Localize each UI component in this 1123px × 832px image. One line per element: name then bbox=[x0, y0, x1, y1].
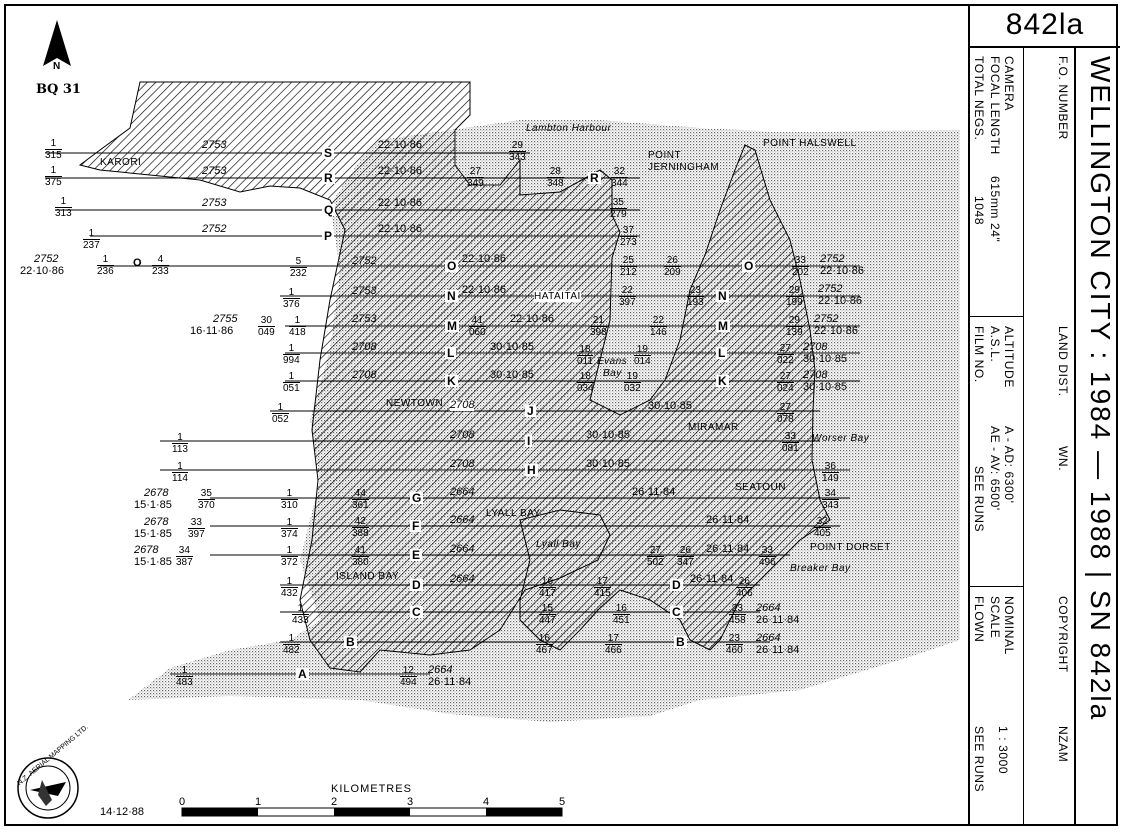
run-date: 26·11·84 bbox=[706, 514, 750, 526]
right-note-date: 22·10·86 bbox=[814, 325, 859, 337]
right-note-date: 30·10·85 bbox=[803, 381, 848, 393]
run-date: 30·10·85 bbox=[586, 458, 631, 470]
place-lambton-harbour: Lambton Harbour bbox=[526, 123, 612, 134]
photo-reference: BQ 31 bbox=[36, 82, 81, 97]
place-point-dorset: POINT DORSET bbox=[810, 542, 891, 553]
frame-count: $\frac{29}{139}$ bbox=[786, 315, 803, 338]
fo-number-label: F.O. NUMBER bbox=[1056, 56, 1070, 140]
frame-count: $\frac{1}{313}$ bbox=[55, 196, 72, 219]
place-lyall-bay: Lyall Bay bbox=[536, 539, 581, 550]
run-film: 2664 bbox=[450, 486, 475, 498]
place-point-jerningham-2: JERNINGHAM bbox=[648, 162, 720, 173]
run-letter: G bbox=[412, 491, 422, 505]
run-letter: P bbox=[324, 229, 333, 243]
frame-count: $\frac{27}{502}$ bbox=[647, 545, 664, 568]
frame-count: $\frac{41}{060}$ bbox=[469, 315, 486, 338]
run-film: 2708 bbox=[352, 369, 377, 381]
run-film: 2708 bbox=[450, 458, 475, 470]
run-film: 2708 bbox=[450, 399, 475, 411]
run-letter: K bbox=[718, 374, 727, 388]
run-date: 26·11·84 bbox=[690, 573, 734, 585]
place-evans-bay-1: Evans bbox=[597, 356, 628, 367]
frame-count: $\frac{26}{406}$ bbox=[736, 576, 753, 599]
frame-count: $\frac{37}{273}$ bbox=[620, 225, 637, 248]
frame-count: $\frac{1}{114}$ bbox=[172, 461, 188, 484]
run-date: 30·10·85 bbox=[648, 400, 693, 412]
frame-count: $\frac{12}{494}$ bbox=[400, 665, 417, 688]
frame-count: $\frac{34}{387}$ bbox=[176, 545, 193, 568]
frame-count: $\frac{33}{397}$ bbox=[188, 517, 205, 540]
run-film: 2708 bbox=[450, 429, 475, 441]
right-note-date: 30·10·85 bbox=[803, 353, 848, 365]
scale-tick-3: 3 bbox=[407, 796, 414, 808]
run-letter: B bbox=[346, 635, 355, 649]
place-newtown: NEWTOWN bbox=[386, 398, 444, 409]
frame-count: $\frac{27}{078}$ bbox=[777, 402, 794, 425]
place-point-jerningham-1: POINT bbox=[648, 150, 682, 161]
frame-count: $\frac{42}{388}$ bbox=[352, 516, 369, 539]
run-letter: O bbox=[744, 259, 754, 273]
run-date: 30·10·85 bbox=[490, 369, 535, 381]
frame-count: $\frac{17}{466}$ bbox=[605, 633, 622, 656]
focal-length-label: FOCAL LENGTH bbox=[988, 56, 1002, 155]
place-breaker-bay: Breaker Bay bbox=[790, 563, 851, 574]
frame-count: $\frac{36}{149}$ bbox=[822, 461, 839, 484]
run-date: 22·10·86 bbox=[378, 223, 423, 235]
place-karori: KARORI bbox=[100, 157, 142, 168]
run-letter: B bbox=[676, 635, 685, 649]
frame-count: $\frac{29}{343}$ bbox=[509, 140, 526, 163]
total-negs-label: TOTAL NEGS. bbox=[972, 56, 986, 141]
run-letter: H bbox=[527, 463, 536, 477]
frame-count: $\frac{44}{361}$ bbox=[352, 488, 369, 511]
copyright-label: COPYRIGHT bbox=[1056, 596, 1070, 673]
frame-count: $\frac{33}{081}$ bbox=[782, 431, 799, 454]
frame-count: $\frac{1}{310}$ bbox=[281, 488, 298, 511]
run-film: 2752 bbox=[352, 255, 377, 267]
right-note-film: 2664 bbox=[756, 602, 781, 614]
frame-count: $\frac{22}{397}$ bbox=[619, 285, 636, 308]
run-film: 2752 bbox=[202, 223, 227, 235]
place-point-halswell: POINT HALSWELL bbox=[763, 138, 857, 149]
left-note-date: 22·10·86 bbox=[20, 265, 65, 277]
run-date: 30·10·85 bbox=[490, 341, 535, 353]
run-letter: C bbox=[412, 605, 421, 619]
run-film: 2664 bbox=[450, 514, 475, 526]
frame-count: $\frac{34}{343}$ bbox=[822, 488, 839, 511]
frame-count: $\frac{41}{380}$ bbox=[352, 545, 369, 568]
logo-text: N.Z. AERIAL MAPPING LTD. bbox=[16, 723, 90, 788]
run-letter: M bbox=[447, 319, 457, 333]
right-note-film: 2664 bbox=[756, 632, 781, 644]
right-note-film: 2752 bbox=[820, 253, 845, 265]
film-no-label: FILM NO. bbox=[972, 326, 986, 383]
run-film: 2753 bbox=[352, 313, 377, 325]
frame-count: $\frac{33}{496}$ bbox=[759, 545, 776, 568]
run-date: 26·11·84 bbox=[706, 543, 750, 555]
frame-count: $\frac{18}{011}$ bbox=[577, 344, 593, 367]
total-negs-value: 1048 bbox=[972, 196, 986, 226]
frame-count: $\frac{32}{405}$ bbox=[814, 516, 831, 539]
run-letter: D bbox=[672, 578, 681, 592]
run-letter: I bbox=[527, 434, 531, 448]
run-date: 30·10·85 bbox=[586, 429, 631, 441]
left-note-date: 15·1·85 bbox=[134, 528, 172, 540]
land-dist-value: WN. bbox=[1056, 446, 1070, 472]
frame-count: $\frac{21}{398}$ bbox=[590, 315, 607, 338]
frame-count: $\frac{26}{209}$ bbox=[664, 255, 681, 278]
run-letter: J bbox=[527, 404, 534, 418]
frame-count: $\frac{35}{370}$ bbox=[198, 488, 215, 511]
run-date: 22·10·86 bbox=[510, 313, 555, 325]
run-letter: E bbox=[412, 548, 421, 562]
left-note-date: 15·1·85 bbox=[134, 499, 172, 511]
place-evans-bay-2: Bay bbox=[603, 368, 622, 379]
run-letter: N bbox=[447, 289, 456, 303]
place-island-bay: ISLAND BAY bbox=[336, 571, 400, 582]
title-block bbox=[968, 4, 1120, 826]
run-date: 26·11·84 bbox=[632, 486, 676, 498]
frame-count: $\frac{1}{315}$ bbox=[45, 138, 62, 161]
altitude-value-1: A - AD: 6300' bbox=[1002, 426, 1016, 504]
scale-bar-title: KILOMETRES bbox=[331, 783, 412, 795]
left-note-date: 16·11·86 bbox=[190, 325, 234, 337]
frame-count: $\frac{16}{417}$ bbox=[539, 576, 556, 599]
frame-count: $\frac{30}{049}$ bbox=[258, 315, 275, 338]
frame-count: $\frac{23}{193}$ bbox=[687, 285, 704, 308]
frame-count: $\frac{35}{279}$ bbox=[610, 197, 627, 220]
frame-count: $\frac{1}{482}$ bbox=[283, 633, 300, 656]
map-title: WELLINGTON CITY : 1984 — 1988 | SN 842la bbox=[1085, 56, 1116, 722]
company-logo bbox=[18, 758, 78, 818]
run-letter: L bbox=[447, 346, 455, 360]
sheet-number: 842la bbox=[970, 4, 1120, 48]
run-letter: S bbox=[324, 146, 333, 160]
altitude-value-2: AE - AV: 6500' bbox=[988, 426, 1002, 511]
frame-count: $\frac{28}{348}$ bbox=[547, 166, 564, 189]
frame-count: $\frac{1}{376}$ bbox=[283, 287, 300, 310]
scale-tick-0: 0 bbox=[179, 796, 186, 808]
right-note-film: 2752 bbox=[814, 313, 839, 325]
frame-count: $\frac{27}{022}$ bbox=[777, 343, 794, 366]
frame-count: $\frac{1}{113}$ bbox=[172, 432, 188, 455]
run-letter: O bbox=[133, 257, 142, 269]
run-film: 2708 bbox=[352, 341, 377, 353]
run-date: 22·10·86 bbox=[378, 139, 423, 151]
right-note-film: 2708 bbox=[803, 369, 828, 381]
run-film: 2753 bbox=[202, 165, 227, 177]
frame-count: $\frac{16}{467}$ bbox=[536, 633, 553, 656]
frame-count: $\frac{1}{994}$ bbox=[283, 343, 300, 366]
frame-count: $\frac{4}{233}$ bbox=[152, 254, 169, 277]
frame-count: $\frac{29}{199}$ bbox=[786, 285, 803, 308]
run-date: 26·11·84 bbox=[428, 676, 472, 688]
left-note-film: 2752 bbox=[34, 253, 59, 265]
place-miramar: MIRAMAR bbox=[688, 422, 739, 433]
focal-length-value: 615mm 24" bbox=[988, 176, 1002, 243]
place-hataitai: HATAITAI bbox=[534, 291, 581, 302]
scale-tick-5: 5 bbox=[559, 796, 566, 808]
land-dist-label: LAND DIST. bbox=[1056, 326, 1070, 397]
flight-date: 14·12·88 bbox=[100, 806, 145, 818]
left-note-date: 15·1·85 bbox=[134, 556, 172, 568]
scale-tick-2: 2 bbox=[331, 796, 338, 808]
right-note-date: 26·11·84 bbox=[756, 614, 800, 626]
frame-count: $\frac{1}{375}$ bbox=[45, 165, 62, 188]
frame-count: $\frac{1}{052}$ bbox=[272, 402, 289, 425]
run-film: 2753 bbox=[202, 197, 227, 209]
left-note-film: 2678 bbox=[134, 544, 159, 556]
frame-count: $\frac{15}{447}$ bbox=[539, 603, 556, 626]
right-note-film: 2752 bbox=[818, 283, 843, 295]
frame-count: $\frac{18}{034}$ bbox=[577, 371, 594, 394]
run-letter: D bbox=[412, 578, 421, 592]
run-letter: R bbox=[324, 171, 333, 185]
run-letter: F bbox=[412, 519, 420, 533]
frame-count: $\frac{1}{236}$ bbox=[97, 254, 114, 277]
frame-count: $\frac{19}{014}$ bbox=[634, 344, 651, 367]
flown-value: SEE RUNS bbox=[972, 726, 986, 793]
flown-label: FLOWN bbox=[972, 596, 986, 643]
place-worser-bay: Worser Bay bbox=[812, 433, 870, 444]
frame-count: $\frac{27}{024}$ bbox=[777, 371, 794, 394]
left-note-film: 2678 bbox=[144, 516, 169, 528]
frame-count: $\frac{1}{372}$ bbox=[281, 545, 298, 568]
frame-count: $\frac{16}{451}$ bbox=[613, 603, 630, 626]
frame-count: $\frac{23}{458}$ bbox=[729, 603, 746, 626]
run-date: 22·10·86 bbox=[378, 165, 423, 177]
run-letter: L bbox=[718, 346, 726, 360]
place-seatoun: SEATOUN bbox=[735, 482, 786, 493]
run-letter: A bbox=[298, 667, 307, 681]
run-letter: N bbox=[718, 289, 727, 303]
nominal-label: NOMINAL bbox=[1002, 596, 1016, 655]
frame-count: $\frac{33}{202}$ bbox=[792, 255, 809, 278]
frame-count: $\frac{1}{374}$ bbox=[281, 517, 298, 540]
camera-label: CAMERA bbox=[1002, 56, 1016, 111]
scale-label: SCALE bbox=[988, 596, 1002, 639]
north-label: N bbox=[53, 61, 61, 72]
frame-count: $\frac{27}{349}$ bbox=[467, 166, 484, 189]
run-film: 2753 bbox=[352, 285, 377, 297]
run-date: 22·10·86 bbox=[378, 197, 423, 209]
run-film: 2664 bbox=[428, 664, 453, 676]
copyright-value: NZAM bbox=[1056, 726, 1070, 763]
right-note-date: 22·10·86 bbox=[818, 295, 863, 307]
run-letter: Q bbox=[324, 203, 334, 217]
frame-count: $\frac{1}{483}$ bbox=[176, 665, 193, 688]
frame-count: $\frac{26}{347}$ bbox=[677, 545, 694, 568]
scale-tick-4: 4 bbox=[483, 796, 490, 808]
place-lyall-bay-town: LYALL BAY bbox=[486, 508, 541, 519]
frame-count: $\frac{17}{415}$ bbox=[594, 576, 611, 599]
right-note-film: 2708 bbox=[803, 341, 828, 353]
scale-bar-graphic bbox=[182, 808, 562, 816]
frame-count: $\frac{1}{433}$ bbox=[292, 603, 309, 626]
asl-label: A.S.L. bbox=[988, 326, 1002, 363]
run-date: 22·10·86 bbox=[462, 253, 507, 265]
frame-count: $\frac{22}{146}$ bbox=[650, 315, 667, 338]
scale-value: 1 : 3000 bbox=[996, 726, 1010, 775]
frame-count: $\frac{1}{418}$ bbox=[289, 315, 306, 338]
left-note-film: 2678 bbox=[144, 487, 169, 499]
run-film: 2753 bbox=[202, 139, 227, 151]
frame-count: $\frac{25}{212}$ bbox=[620, 255, 637, 278]
frame-count: $\frac{19}{032}$ bbox=[624, 371, 641, 394]
run-letter: O bbox=[447, 259, 457, 273]
run-film: 2664 bbox=[450, 543, 475, 555]
north-arrow bbox=[43, 20, 71, 66]
frame-count: $\frac{32}{344}$ bbox=[611, 166, 628, 189]
run-film: 2664 bbox=[450, 573, 475, 585]
frame-count: $\frac{1}{237}$ bbox=[83, 228, 100, 251]
run-letter: K bbox=[447, 374, 456, 388]
run-letter: C bbox=[672, 605, 681, 619]
run-letter: R bbox=[590, 171, 599, 185]
right-note-date: 22·10·86 bbox=[820, 265, 865, 277]
run-letter: M bbox=[718, 319, 728, 333]
frame-count: $\frac{5}{232}$ bbox=[290, 256, 307, 279]
right-note-date: 26·11·84 bbox=[756, 644, 800, 656]
frame-count: $\frac{23}{460}$ bbox=[726, 633, 743, 656]
title-block-rotated bbox=[970, 46, 1120, 824]
altitude-label: ALTITUDE bbox=[1002, 326, 1016, 388]
scale-tick-1: 1 bbox=[255, 796, 262, 808]
frame-count: $\frac{1}{051}$ bbox=[283, 371, 300, 394]
film-no-value: SEE RUNS bbox=[972, 466, 986, 533]
frame-count: $\frac{1}{432}$ bbox=[281, 576, 298, 599]
run-date: 22·10·86 bbox=[462, 284, 507, 296]
left-note-film: 2755 bbox=[213, 313, 238, 325]
